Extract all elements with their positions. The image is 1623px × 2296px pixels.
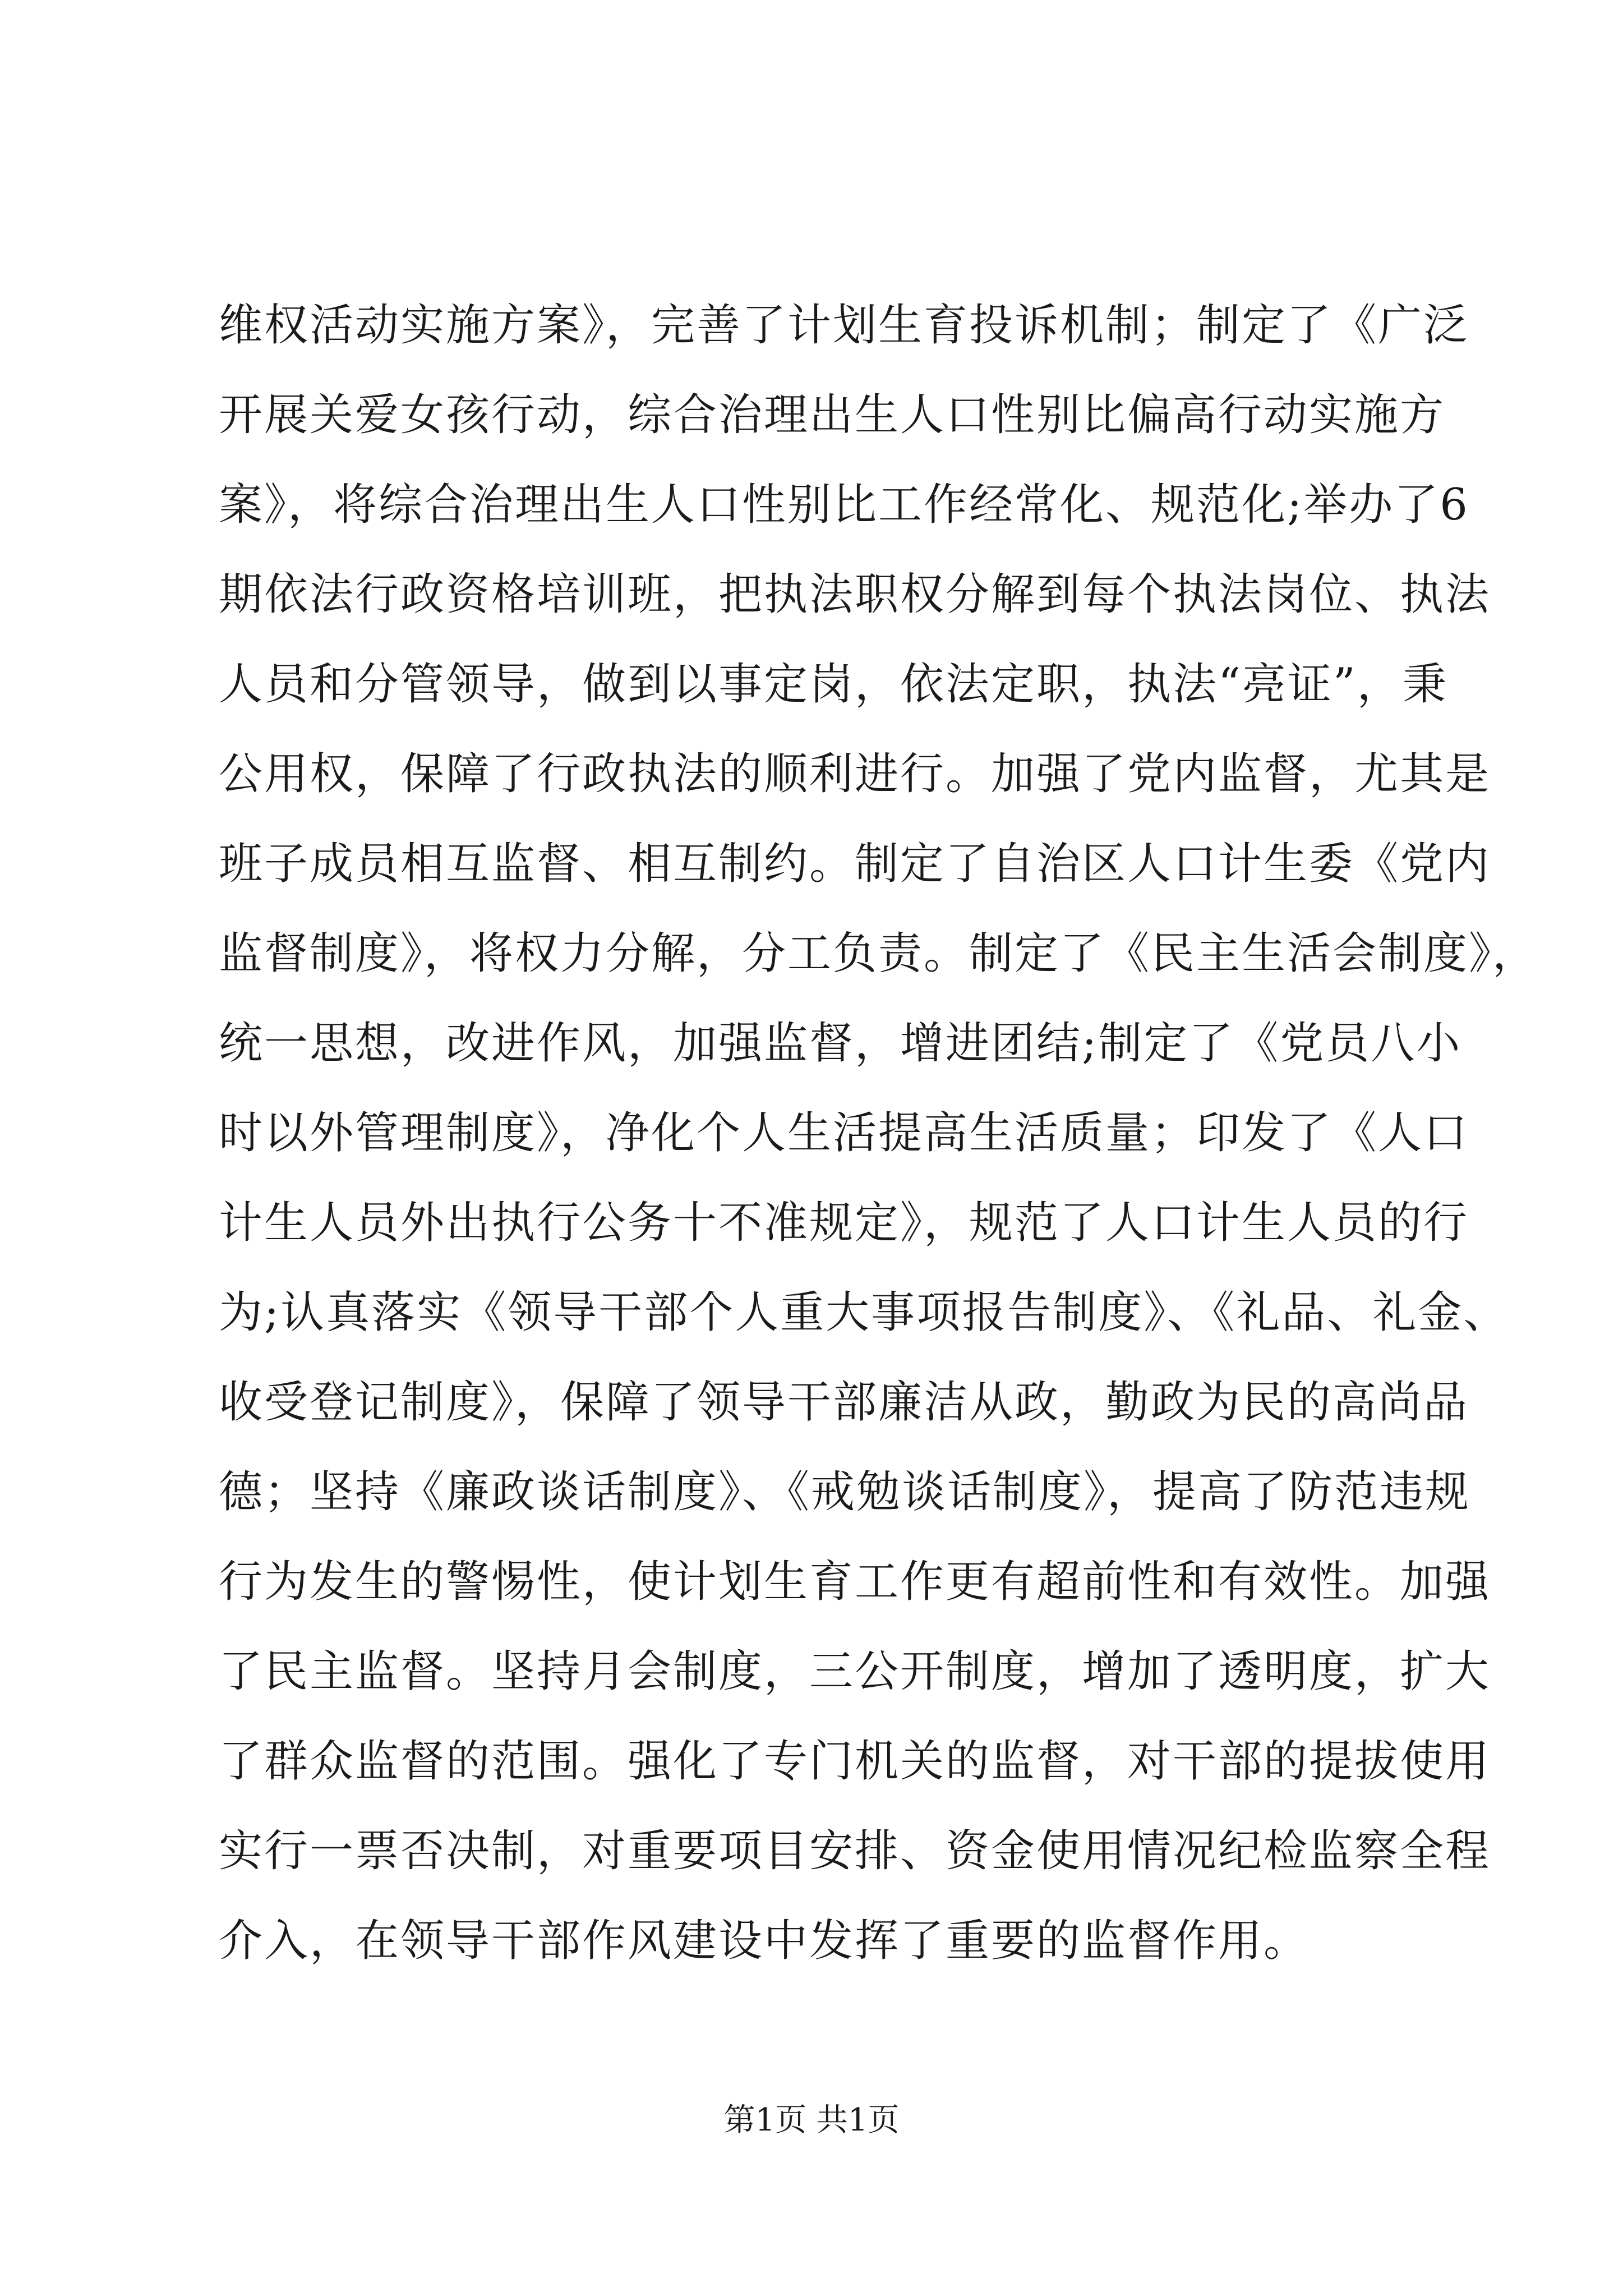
body-paragraph <box>219 280 1538 1986</box>
text-line: 实行一票否决制，对重要项目安排、资金使用情况纪检监察全程 <box>219 1826 1491 1876</box>
text-line: 为;认真落实《领导干部个人重大事项报告制度》、《礼品、礼金、 <box>219 1287 1509 1338</box>
text-line: 案》，将综合治理出生人口性别比工作经常化、规范化;举办了6 <box>219 480 1469 530</box>
text-line: 时以外管理制度》，净化个人生活提高生活质量；印发了《人口 <box>219 1108 1469 1158</box>
text-line: 介入，在领导干部作风建设中发挥了重要的监督作用。 <box>219 1916 1310 1966</box>
text-line: 行为发生的警惕性，使计划生育工作更有超前性和有效性。加强 <box>219 1557 1491 1607</box>
text-line: 公用权，保障了行政执法的顺利进行。加强了党内监督，尤其是 <box>219 749 1491 799</box>
text-line: 监督制度》，将权力分解，分工负责。制定了《民主生活会制度》， <box>219 928 1538 979</box>
page-number-label: 第1页 共1页 <box>723 2102 900 2138</box>
text-line: 人员和分管领导，做到以事定岗，依法定职，执法“亮证”，秉 <box>219 659 1448 710</box>
text-line: 维权活动实施方案》，完善了计划生育投诉机制；制定了《广泛 <box>219 300 1469 351</box>
text-line: 计生人员外出执行公务十不准规定》，规范了人口计生人员的行 <box>219 1198 1469 1248</box>
text-line: 期依法行政资格培训班，把执法职权分解到每个执法岗位、执法 <box>219 569 1491 620</box>
text-line: 德；坚持《廉政谈话制度》、《戒勉谈话制度》，提高了防范违规 <box>219 1467 1471 1517</box>
text-line: 了群众监督的范围。强化了专门机关的监督，对干部的提拔使用 <box>219 1736 1491 1787</box>
text-line: 班子成员相互监督、相互制约。制定了自治区人口计生委《党内 <box>219 839 1491 889</box>
text-line: 了民主监督。坚持月会制度，三公开制度，增加了透明度，扩大 <box>219 1646 1491 1697</box>
page-footer <box>0 2098 1623 2143</box>
text-line: 收受登记制度》，保障了领导干部廉洁从政，勤政为民的高尚品 <box>219 1377 1469 1428</box>
text-line: 统一思想，改进作风，加强监督，增进团结;制定了《党员八小 <box>219 1018 1462 1069</box>
text-line: 开展关爱女孩行动，综合治理出生人口性别比偏高行动实施方 <box>219 390 1446 440</box>
